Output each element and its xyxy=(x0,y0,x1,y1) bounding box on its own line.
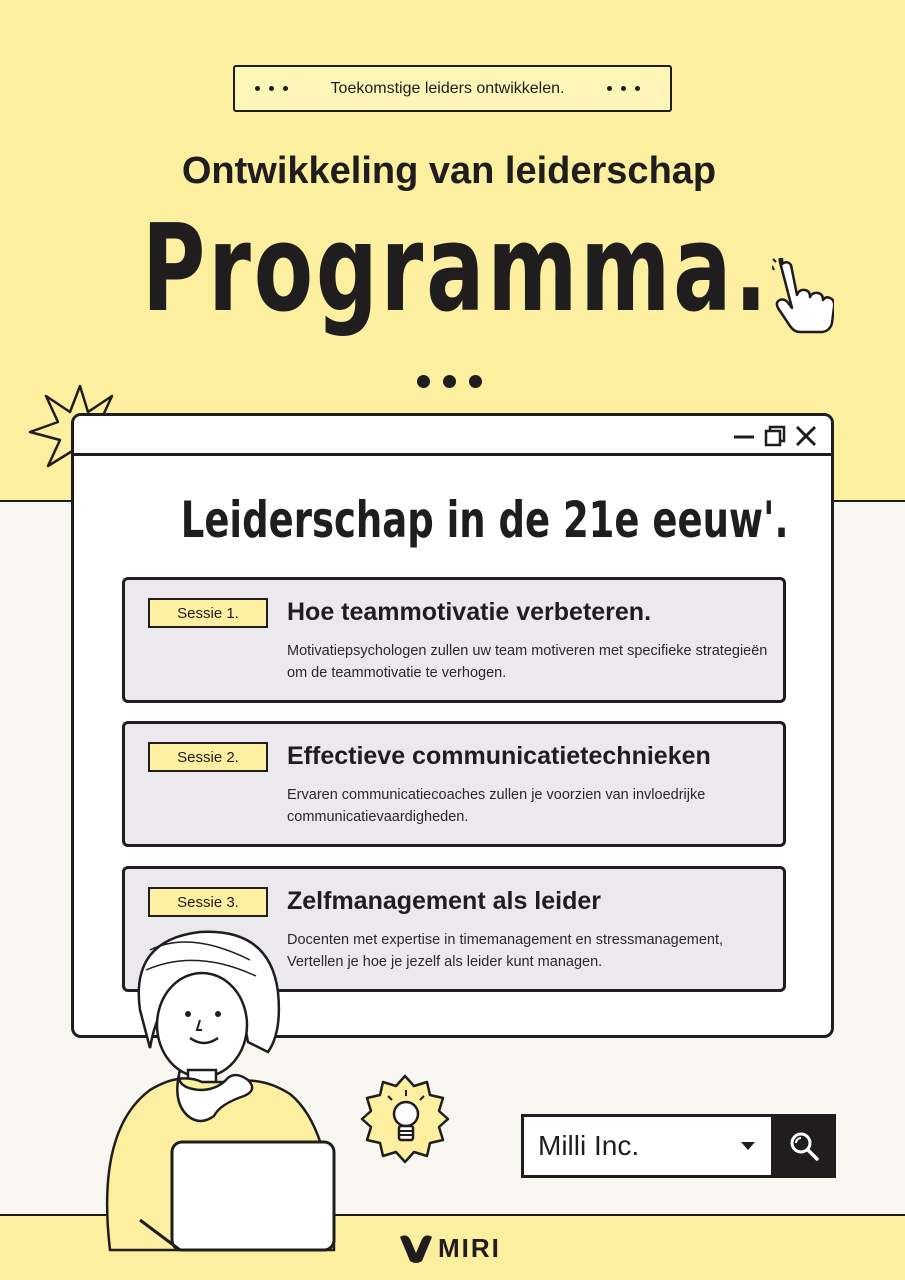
chevron-down-icon[interactable] xyxy=(741,1142,755,1150)
session-description: Ervaren communicatiecoaches zullen je voorzien van invloedrijke communicatievaardigheden. xyxy=(287,787,706,825)
lightbulb-icon xyxy=(360,1074,450,1164)
minimize-icon[interactable] xyxy=(733,425,755,447)
session-badge: Sessie 2. xyxy=(148,742,268,772)
decorative-dots-icon xyxy=(417,375,482,388)
close-icon[interactable] xyxy=(795,425,817,447)
page-title: Programma. xyxy=(142,200,771,339)
company-select-value: Milli Inc. xyxy=(538,1130,640,1161)
session-card-2[interactable] xyxy=(122,721,786,847)
tagline-text: Toekomstige leiders ontwikkelen. xyxy=(330,79,565,97)
dots-left-icon xyxy=(255,86,288,91)
search-button[interactable] xyxy=(771,1114,836,1178)
company-select[interactable] xyxy=(521,1114,773,1178)
person-with-laptop-illustration xyxy=(80,920,350,1260)
restore-icon[interactable] xyxy=(764,425,786,447)
pointer-hand-icon xyxy=(772,258,834,334)
brand-logo xyxy=(398,1232,501,1264)
session-description: Docenten met expertise in timemanagement en stressmanagement, Vertellen je hoe je jezelf als leider kunt managen. xyxy=(287,932,724,970)
brand-logo-text: MIRI xyxy=(438,1232,501,1263)
session-title: Zelfmanagement als leider xyxy=(287,887,602,915)
brand-logo-icon xyxy=(398,1233,432,1263)
session-title: Hoe teammotivatie verbeteren. xyxy=(287,598,652,626)
session-badge: Sessie 3. xyxy=(148,887,268,917)
session-title: Effectieve communicatietechnieken xyxy=(287,742,711,770)
tagline-bar xyxy=(233,65,672,112)
search-icon xyxy=(788,1130,820,1162)
dots-right-icon xyxy=(607,86,640,91)
session-description: Motivatiepsychologen zullen uw team motiveren met specifieke strategieën om de teammotivatie te verhogen. xyxy=(287,643,768,681)
window-heading: Leiderschap in de 21e eeuw'. xyxy=(180,491,789,549)
session-card-1[interactable] xyxy=(122,577,786,703)
session-badge: Sessie 1. xyxy=(148,598,268,628)
window-title-bar xyxy=(74,416,831,456)
page-subtitle: Ontwikkeling van leiderschap xyxy=(181,150,717,192)
